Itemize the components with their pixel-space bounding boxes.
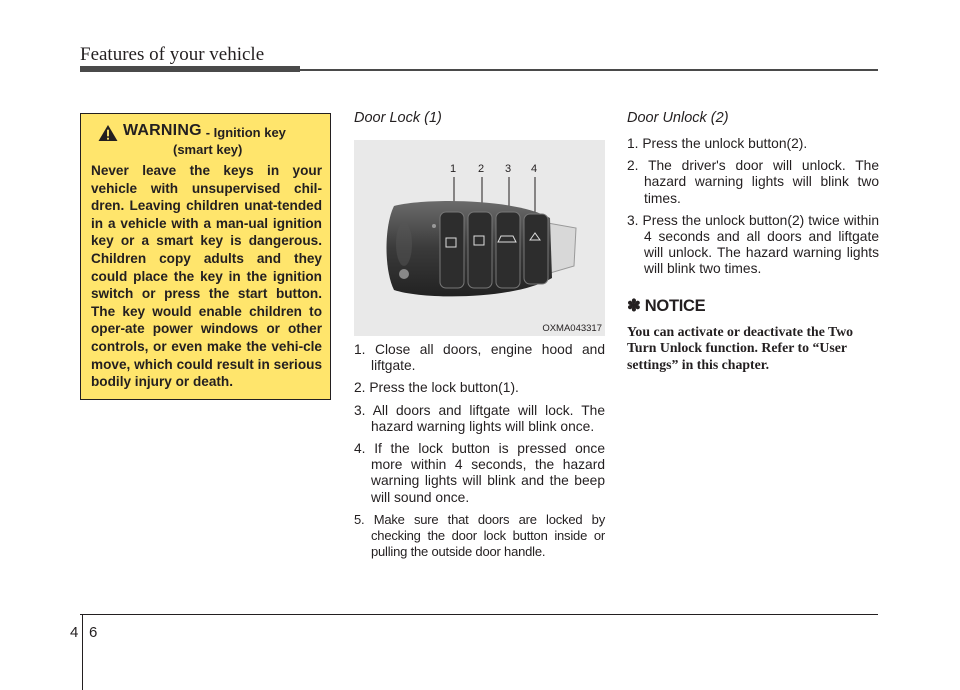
- list-item: 1. Press the unlock button(2).: [627, 136, 808, 151]
- door-unlock-title: Door Unlock (2): [627, 110, 729, 126]
- figure-code: OXMA043317: [542, 323, 602, 334]
- figure-number-2: 2: [478, 163, 485, 175]
- list-item: 5. Make sure that doors are locked by checking the door lock button inside or pulling the outside door handle.: [354, 511, 605, 560]
- chapter-number: 4: [70, 624, 79, 641]
- header-rule-thin: [300, 69, 878, 71]
- warning-subtitle: [206, 124, 286, 141]
- notice-title: ✽ NOTICE: [627, 296, 706, 315]
- warning-box: [80, 113, 331, 400]
- page-header-title: Features of your vehicle: [80, 44, 265, 65]
- figure-number-3: 3: [505, 163, 512, 175]
- footer-rule: [80, 614, 878, 615]
- warning-subtitle-wrap: [95, 141, 322, 158]
- smart-key-icon: [354, 140, 605, 336]
- warning-subtitle-line2: (smart key): [173, 142, 243, 157]
- door-lock-title: Door Lock (1): [354, 110, 442, 126]
- figure-number-1: 1: [450, 163, 457, 175]
- figure-number-4: 4: [531, 163, 538, 175]
- door-lock-steps: [354, 342, 605, 560]
- warning-label: WARNING: [123, 122, 202, 139]
- door-unlock-section: [627, 110, 879, 373]
- warning-subtitle-line1: - Ignition key: [205, 125, 286, 140]
- list-item: 1. Close all doors, engine hood and liftgate.: [354, 342, 605, 374]
- warning-body-text: Never leave the keys in your vehicle with unsupervised chil-dren. Leaving children unat-tended in a vehicle with a man-ual ignition key or a smart key is dangerous. Children copy adults and they could place the key in the ignition switch or press the start button. The key would enable children to oper-ate power windows or other controls, or even make the vehi-cle move, which could result in serious bodily injury or death.: [91, 163, 322, 390]
- door-unlock-steps: [627, 136, 879, 278]
- warning-triangle-icon: [97, 124, 119, 142]
- page-number: 6: [89, 624, 98, 641]
- list-item: 4. If the lock button is pressed once more within 4 seconds, the hazard warning lights will blink and the beep will sound once.: [354, 441, 605, 505]
- list-item: 2. The driver's door will unlock. The hazard warning lights will blink two times.: [627, 158, 879, 206]
- header-rule-thick: [80, 66, 300, 72]
- door-lock-section: [354, 110, 605, 566]
- smart-key-figure: [354, 140, 605, 336]
- footer-divider: [82, 614, 83, 690]
- list-item: 3. All doors and liftgate will lock. The hazard warning lights will blink once.: [354, 402, 605, 434]
- list-item: 3. Press the unlock button(2) twice within 4 seconds and all doors and liftgate will unlock. The hazard warning lights will blink two times.: [627, 212, 879, 277]
- list-item: 2. Press the lock button(1).: [354, 380, 519, 396]
- notice-text: You can activate or deactivate the Two Turn Unlock function. Refer to “User settings” in this chapter.: [627, 323, 854, 372]
- warning-header: [91, 122, 322, 142]
